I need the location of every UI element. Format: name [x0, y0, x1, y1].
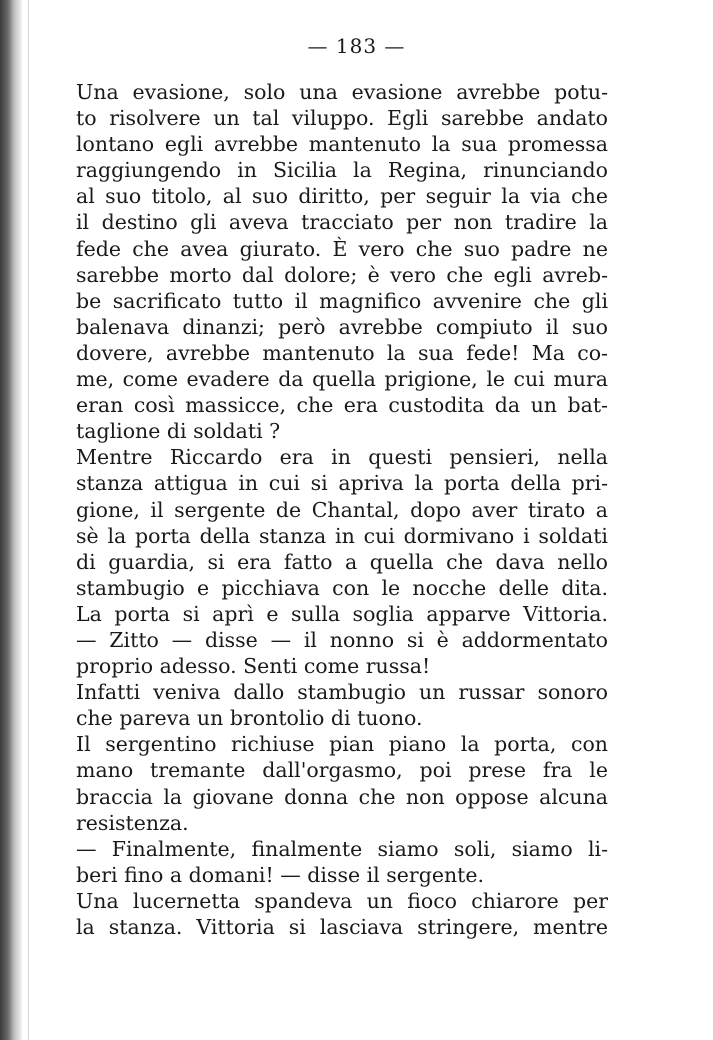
- text-line: lontano egli avrebbe mantenuto la sua promessa: [76, 132, 608, 157]
- text-line: taglione di soldati ?: [76, 419, 281, 444]
- text-line: di guardia, si era fatto a quella che dava nello: [76, 549, 608, 574]
- text-line: — Finalmente, finalmente siamo soli, siamo li-: [76, 836, 608, 861]
- text-line: raggiungendo in Sicilia la Regina, rinunciando: [76, 158, 608, 183]
- text-line: mano tremante dall'orgasmo, poi prese fra le: [76, 758, 608, 783]
- text-line: me, come evadere da quella prigione, le cui mura: [76, 367, 608, 392]
- text-line: Una lucernetta spandeva un fioco chiarore per: [76, 888, 608, 913]
- text-line: balenava dinanzi; però avrebbe compiuto il suo: [76, 314, 608, 339]
- text-line: be sacrificato tutto il magnifico avvenire che gli: [76, 288, 608, 313]
- text-line: Infatti veniva dallo stambugio un russar sonoro: [76, 680, 608, 705]
- text-line: — Zitto — disse — il nonno si è addormentato: [76, 627, 608, 652]
- text-line: Mentre Riccardo era in questi pensieri, nella: [76, 445, 608, 470]
- text-line: fede che avea giurato. È vero che suo padre ne: [76, 236, 608, 261]
- text-line: resistenza.: [76, 810, 189, 835]
- text-line: beri fino a domani! — disse il sergente.: [76, 862, 485, 887]
- binding-shadow: [0, 0, 22, 1040]
- text-line: gione, il sergente de Chantal, dopo aver tirato a: [76, 497, 608, 522]
- text-line: che pareva un brontolio di tuono.: [76, 706, 423, 731]
- text-line: il destino gli aveva tracciato per non tradire la: [76, 210, 608, 235]
- text-line: Una evasione, solo una evasione avrebbe potu-: [76, 80, 608, 104]
- text-line: Il sergentino richiuse pian piano la porta, con: [76, 732, 608, 757]
- text-line: la stanza. Vittoria si lasciava stringere, mentre: [76, 915, 608, 939]
- gutter-line: [28, 0, 29, 1040]
- page-number: — 183 —: [307, 34, 406, 58]
- text-line: stanza attigua in cui si apriva la porta della pri-: [76, 471, 608, 496]
- text-line: al suo titolo, al suo diritto, per seguir la via che: [76, 184, 608, 209]
- text-line: sarebbe morto dal dolore; è vero che egli avreb-: [76, 262, 608, 287]
- body-text: [76, 79, 608, 940]
- text-line: eran così massicce, che era custodita da un bat-: [76, 393, 608, 418]
- text-line: to risolvere un tal viluppo. Egli sarebbe andato: [76, 106, 608, 131]
- text-line: proprio adesso. Senti come russa!: [76, 654, 431, 679]
- text-line: dovere, avrebbe mantenuto la sua fede! Ma co-: [76, 340, 608, 365]
- text-line: sè la porta della stanza in cui dormivano i soldati: [76, 523, 608, 548]
- text-line: braccia la giovane donna che non oppose alcuna: [76, 784, 608, 809]
- text-line: La porta si aprì e sulla soglia apparve Vittoria.: [76, 601, 608, 626]
- text-line: stambugio e picchiava con le nocche delle dita.: [76, 575, 608, 600]
